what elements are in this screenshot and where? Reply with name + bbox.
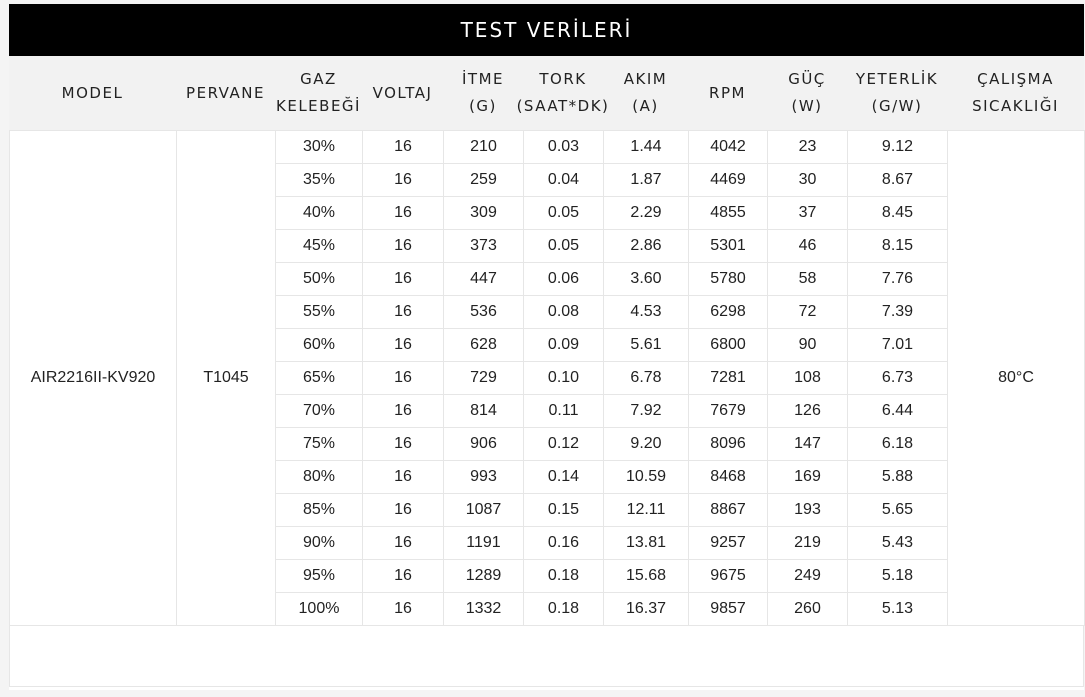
throttle-cell: 40% xyxy=(276,197,363,230)
current-cell: 9.20 xyxy=(604,428,689,461)
torque-cell: 0.18 xyxy=(524,560,604,593)
power-cell: 37 xyxy=(768,197,848,230)
throttle-cell: 30% xyxy=(276,131,363,164)
header-model: MODEL xyxy=(61,83,124,102)
voltage-cell: 16 xyxy=(363,131,444,164)
header-current: AKIM (A) xyxy=(623,70,668,115)
rpm-cell: 9257 xyxy=(689,527,768,560)
power-cell: 30 xyxy=(768,164,848,197)
rpm-cell: 4042 xyxy=(689,131,768,164)
throttle-cell: 65% xyxy=(276,362,363,395)
power-cell: 23 xyxy=(768,131,848,164)
current-cell: 5.61 xyxy=(604,329,689,362)
rpm-cell: 6298 xyxy=(689,296,768,329)
torque-cell: 0.05 xyxy=(524,230,604,263)
table-title: TEST VERİLERİ xyxy=(9,4,1084,56)
thrust-cell: 814 xyxy=(444,395,524,428)
voltage-cell: 16 xyxy=(363,329,444,362)
thrust-cell: 447 xyxy=(444,263,524,296)
efficiency-cell: 7.01 xyxy=(848,329,948,362)
throttle-cell: 60% xyxy=(276,329,363,362)
header-operating-temperature: ÇALIŞMA SICAKLIĞI xyxy=(972,70,1059,115)
voltage-cell: 16 xyxy=(363,362,444,395)
current-cell: 2.29 xyxy=(604,197,689,230)
header-rpm: RPM xyxy=(709,83,746,102)
torque-cell: 0.05 xyxy=(524,197,604,230)
table-row xyxy=(10,131,1085,164)
thrust-cell: 536 xyxy=(444,296,524,329)
propeller-cell: T1045 xyxy=(177,131,276,626)
torque-cell: 0.09 xyxy=(524,329,604,362)
header-throttle: GAZ KELEBEĞİ xyxy=(276,70,361,115)
throttle-cell: 90% xyxy=(276,527,363,560)
rpm-cell: 7281 xyxy=(689,362,768,395)
current-cell: 2.86 xyxy=(604,230,689,263)
throttle-cell: 95% xyxy=(276,560,363,593)
rpm-cell: 4469 xyxy=(689,164,768,197)
thrust-cell: 628 xyxy=(444,329,524,362)
voltage-cell: 16 xyxy=(363,197,444,230)
efficiency-cell: 8.15 xyxy=(848,230,948,263)
efficiency-cell: 6.18 xyxy=(848,428,948,461)
current-cell: 16.37 xyxy=(604,593,689,626)
rpm-cell: 8867 xyxy=(689,494,768,527)
voltage-cell: 16 xyxy=(363,461,444,494)
efficiency-cell: 8.45 xyxy=(848,197,948,230)
voltage-cell: 16 xyxy=(363,164,444,197)
test-data-table xyxy=(9,130,1085,626)
efficiency-cell: 5.18 xyxy=(848,560,948,593)
thrust-cell: 1289 xyxy=(444,560,524,593)
efficiency-cell: 6.73 xyxy=(848,362,948,395)
power-cell: 193 xyxy=(768,494,848,527)
voltage-cell: 16 xyxy=(363,395,444,428)
thrust-cell: 309 xyxy=(444,197,524,230)
rpm-cell: 8468 xyxy=(689,461,768,494)
current-cell: 15.68 xyxy=(604,560,689,593)
current-cell: 7.92 xyxy=(604,395,689,428)
power-cell: 147 xyxy=(768,428,848,461)
voltage-cell: 16 xyxy=(363,296,444,329)
efficiency-cell: 7.76 xyxy=(848,263,948,296)
current-cell: 1.87 xyxy=(604,164,689,197)
power-cell: 260 xyxy=(768,593,848,626)
torque-cell: 0.03 xyxy=(524,131,604,164)
thrust-cell: 373 xyxy=(444,230,524,263)
rpm-cell: 9857 xyxy=(689,593,768,626)
throttle-cell: 50% xyxy=(276,263,363,296)
torque-cell: 0.15 xyxy=(524,494,604,527)
torque-cell: 0.10 xyxy=(524,362,604,395)
operating-temperature-cell: 80°C xyxy=(948,131,1085,626)
torque-cell: 0.14 xyxy=(524,461,604,494)
throttle-cell: 70% xyxy=(276,395,363,428)
power-cell: 72 xyxy=(768,296,848,329)
header-thrust: İTME (G) xyxy=(461,70,504,115)
efficiency-cell: 5.43 xyxy=(848,527,948,560)
rpm-cell: 5301 xyxy=(689,230,768,263)
efficiency-cell: 8.67 xyxy=(848,164,948,197)
thrust-cell: 259 xyxy=(444,164,524,197)
throttle-cell: 55% xyxy=(276,296,363,329)
power-cell: 169 xyxy=(768,461,848,494)
power-cell: 58 xyxy=(768,263,848,296)
table-body xyxy=(10,131,1085,626)
thrust-cell: 993 xyxy=(444,461,524,494)
efficiency-cell: 7.39 xyxy=(848,296,948,329)
power-cell: 46 xyxy=(768,230,848,263)
rpm-cell: 6800 xyxy=(689,329,768,362)
throttle-cell: 45% xyxy=(276,230,363,263)
throttle-cell: 85% xyxy=(276,494,363,527)
efficiency-cell: 5.88 xyxy=(848,461,948,494)
current-cell: 3.60 xyxy=(604,263,689,296)
header-voltage: VOLTAJ xyxy=(372,83,433,102)
torque-cell: 0.06 xyxy=(524,263,604,296)
efficiency-cell: 5.65 xyxy=(848,494,948,527)
header-efficiency: YETERLİK (G/W) xyxy=(855,70,939,115)
header-propeller: PERVANE xyxy=(186,83,265,102)
current-cell: 10.59 xyxy=(604,461,689,494)
voltage-cell: 16 xyxy=(363,494,444,527)
rpm-cell: 5780 xyxy=(689,263,768,296)
current-cell: 4.53 xyxy=(604,296,689,329)
torque-cell: 0.12 xyxy=(524,428,604,461)
header-torque: TORK (SAAT*DK) xyxy=(516,70,610,115)
rpm-cell: 4855 xyxy=(689,197,768,230)
efficiency-cell: 5.13 xyxy=(848,593,948,626)
throttle-cell: 75% xyxy=(276,428,363,461)
header-power: GÜÇ (W) xyxy=(788,70,826,115)
rpm-cell: 8096 xyxy=(689,428,768,461)
power-cell: 108 xyxy=(768,362,848,395)
torque-cell: 0.04 xyxy=(524,164,604,197)
efficiency-cell: 9.12 xyxy=(848,131,948,164)
torque-cell: 0.11 xyxy=(524,395,604,428)
torque-cell: 0.16 xyxy=(524,527,604,560)
current-cell: 6.78 xyxy=(604,362,689,395)
table-header-row xyxy=(9,56,1084,130)
voltage-cell: 16 xyxy=(363,560,444,593)
model-cell: AIR2216II-KV920 xyxy=(10,131,177,626)
thrust-cell: 1191 xyxy=(444,527,524,560)
rpm-cell: 7679 xyxy=(689,395,768,428)
voltage-cell: 16 xyxy=(363,263,444,296)
voltage-cell: 16 xyxy=(363,428,444,461)
power-cell: 249 xyxy=(768,560,848,593)
efficiency-cell: 6.44 xyxy=(848,395,948,428)
thrust-cell: 906 xyxy=(444,428,524,461)
throttle-cell: 35% xyxy=(276,164,363,197)
thrust-cell: 210 xyxy=(444,131,524,164)
rpm-cell: 9675 xyxy=(689,560,768,593)
power-cell: 219 xyxy=(768,527,848,560)
thrust-cell: 1087 xyxy=(444,494,524,527)
power-cell: 90 xyxy=(768,329,848,362)
voltage-cell: 16 xyxy=(363,527,444,560)
current-cell: 13.81 xyxy=(604,527,689,560)
power-cell: 126 xyxy=(768,395,848,428)
thrust-cell: 1332 xyxy=(444,593,524,626)
throttle-cell: 80% xyxy=(276,461,363,494)
throttle-cell: 100% xyxy=(276,593,363,626)
table-footer-space xyxy=(9,625,1084,687)
current-cell: 1.44 xyxy=(604,131,689,164)
torque-cell: 0.18 xyxy=(524,593,604,626)
voltage-cell: 16 xyxy=(363,593,444,626)
voltage-cell: 16 xyxy=(363,230,444,263)
thrust-cell: 729 xyxy=(444,362,524,395)
test-data-sheet xyxy=(9,4,1084,690)
torque-cell: 0.08 xyxy=(524,296,604,329)
current-cell: 12.11 xyxy=(604,494,689,527)
